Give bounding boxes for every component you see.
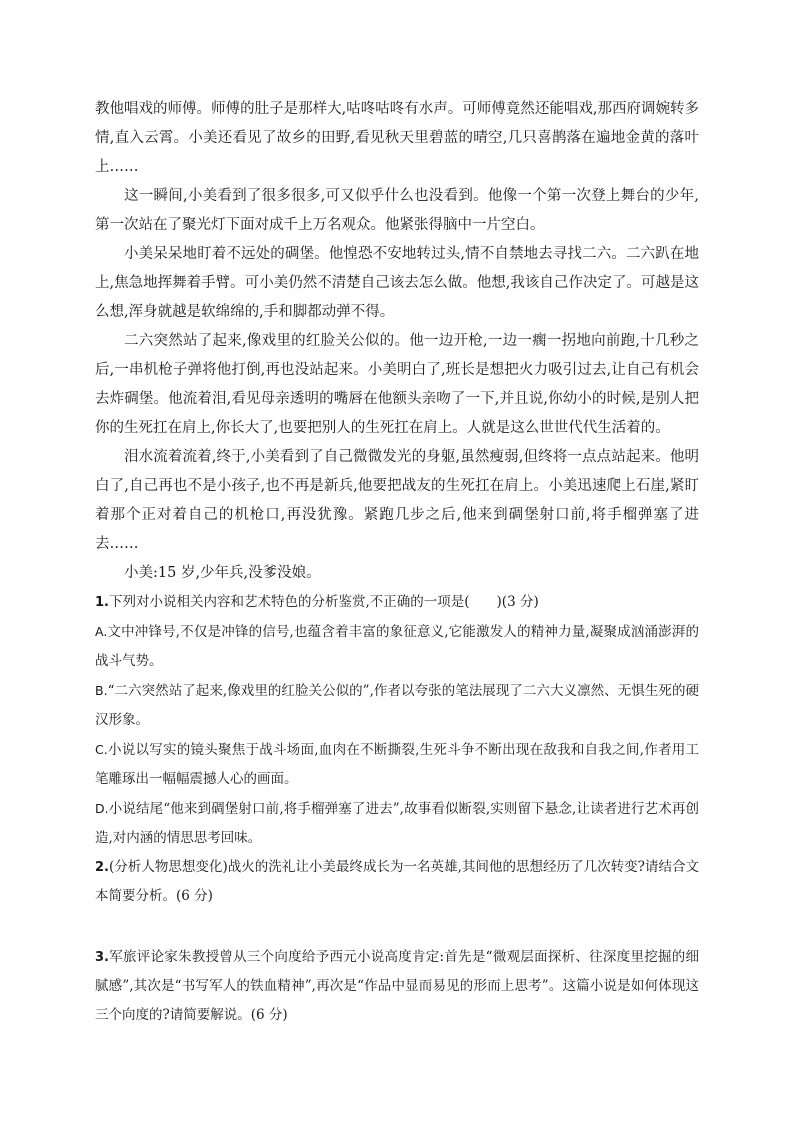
answer-space xyxy=(95,911,699,943)
question-number: 3. xyxy=(95,950,109,965)
question-stem: 军旅评论家朱教授曾从三个向度给予西元小说高度肯定:首先是“微观层面探析、往深度里挖掘的细腻感”,其次是“书写军人的铁血精神”,再次是“作品中显而易见的形而上思考”。这篇小说是如何体现这三个向度的?请简要解说。(6 分) xyxy=(95,949,699,1023)
question-3 xyxy=(95,943,699,1030)
option-text: “二六突然站了起来,像戏里的红脸关公似的”,作者以夸张的笔法展现了二六大义凛然、无惧生死的硬汉形象。 xyxy=(95,683,699,728)
option-c xyxy=(95,735,699,794)
option-a xyxy=(95,617,699,676)
document-page xyxy=(95,95,699,1030)
option-letter: C. xyxy=(95,742,108,757)
option-letter: D. xyxy=(95,801,109,816)
passage-character-note: 小美:15 岁,少年兵,没爹没娘。 xyxy=(124,565,321,581)
option-letter: A. xyxy=(95,624,108,639)
question-number: 2. xyxy=(95,860,109,875)
question-2 xyxy=(95,853,699,911)
question-1 xyxy=(95,588,699,853)
passage-paragraph: 这一瞬间,小美看到了很多很多,可又似乎什么也没看到。他像一个第一次登上舞台的少年,第一次站在了聚光灯下面对成千上万名观众。他紧张得脑中一片空白。 xyxy=(95,188,699,233)
option-letter: B. xyxy=(95,683,108,698)
option-text: 文中冲锋号,不仅是冲锋的信号,也蕴含着丰富的象征意义,它能激发人的精神力量,凝聚成汹涌澎湃的战斗气势。 xyxy=(95,624,699,669)
question-3-stem-line xyxy=(95,943,699,1030)
option-b xyxy=(95,676,699,735)
option-text: 小说以写实的镜头聚焦于战斗场面,血肉在不断撕裂,生死斗争不断出现在敌我和自我之间,作者用工笔雕琢出一幅幅震撼人心的画面。 xyxy=(95,742,699,787)
passage-paragraph: 小美呆呆地盯着不远处的碉堡。他惶恐不安地转过头,情不自禁地去寻找二六。二六趴在地上,焦急地挥舞着手臂。可小美仍然不清楚自己该去怎么做。他想,我该自己作决定了。可越是这么想,浑身就越是软绵绵的,手和脚都动弹不得。 xyxy=(95,246,699,320)
option-text: 小说结尾“他来到碉堡射口前,将手榴弹塞了进去”,故事看似断裂,实则留下悬念,让读者进行艺术再创造,对内涵的情思思考回味。 xyxy=(95,801,699,846)
question-number: 1. xyxy=(95,595,109,610)
passage-paragraph: 二六突然站了起来,像戏里的红脸关公似的。他一边开枪,一边一瘸一拐地向前跑,十几秒之后,一串机枪子弹将他打倒,再也没站起来。小美明白了,班长是想把火力吸引过去,让自己有机会去炸碉堡。他流着泪,看见母亲透明的嘴唇在他额头亲吻了一下,并且说,你幼小的时候,是别人把你的生死扛在肩上,你长大了,也要把别人的生死扛在肩上。人就是这么世世代代生活着的。 xyxy=(95,333,699,436)
passage-paragraph-continued: 教他唱戏的师傅。师傅的肚子是那样大,咕咚咕咚有水声。可师傅竟然还能唱戏,那西府调婉转多情,直入云霄。小美还看见了故乡的田野,看见秋天里碧蓝的晴空,几只喜鹊落在遍地金黄的落叶上…… xyxy=(95,101,699,175)
question-2-stem-line xyxy=(95,853,699,911)
option-d xyxy=(95,794,699,853)
question-stem: 下列对小说相关内容和艺术特色的分析鉴赏,不正确的一项是( )(3 分) xyxy=(108,594,539,610)
question-1-stem-line xyxy=(95,588,699,617)
question-stem: (分析人物思想变化)战火的洗礼让小美最终成长为一名英雄,其间他的思想经历了几次转变?请结合文本简要分析。(6 分) xyxy=(95,859,699,904)
passage-paragraph: 泪水流着流着,终于,小美看到了自己微微发光的身躯,虽然瘦弱,但终将一点点站起来。他明白了,自己再也不是小孩子,也不再是新兵,他要把战友的生死扛在肩上。小美迅速爬上石崖,紧盯着那个正对着自己的机枪口,再没犹豫。紧跑几步之后,他来到碉堡射口前,将手榴弹塞了进去…… xyxy=(95,449,699,552)
